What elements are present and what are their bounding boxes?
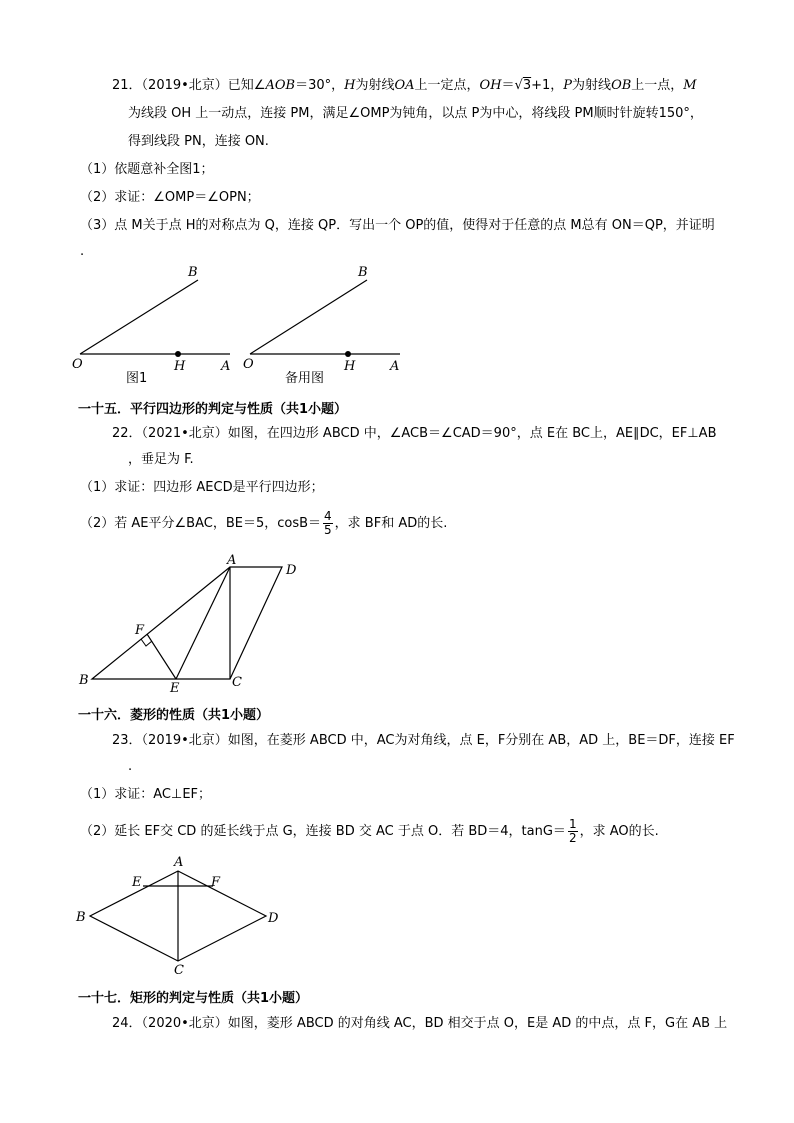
quadrilateral-abcd: [92, 567, 282, 679]
q21-part3-end: .: [80, 244, 85, 259]
segment-ef: [147, 634, 176, 679]
segment-ae: [176, 567, 230, 679]
section-heading-15: 一十五．平行四边形的判定与性质（共1小题）: [78, 402, 348, 417]
label-b-2: B: [358, 265, 368, 280]
label-d-q22: D: [286, 563, 297, 578]
label-f-q22: F: [135, 623, 145, 638]
q22-part2: （2）若 AE平分∠BAC，BE＝5，cosB＝ $\frac{4}{5}$ ，求 BF和 AD的长.: [80, 509, 448, 537]
q21-part1: （1）依题意补全图1；: [80, 162, 214, 177]
q23-part1: （1）求证：AC⊥EF；: [80, 787, 212, 802]
fraction-tan: $\frac{1}{2}$: [568, 817, 577, 845]
q21-part3: （3）点 M关于点 H的对称点为 Q，连接 QP．写出一个 OP的值，使得对于任意的点 M总有 ON＝QP，并证明: [80, 218, 715, 233]
ray-ob: [80, 280, 198, 354]
q21-line2: 为线段 OH 上一动点，连接 PM，满足∠OMP为钝角，以点 P为中心，将线段 PM顺时针旋转150°，: [128, 106, 703, 121]
q23-figure: [75, 855, 279, 978]
label-o-2: O: [243, 357, 254, 372]
point-h-2: [345, 351, 351, 357]
label-e-q22: E: [170, 681, 180, 696]
label-a-q23: A: [174, 855, 184, 870]
label-b: B: [188, 265, 198, 280]
fraction-cos: $\frac{4}{5}$: [324, 509, 332, 537]
q24-line1: 24．（2020•北京）如图，菱形 ABCD 的对角线 AC，BD 相交于点 O，E是 AD 的中点，点 F，G在 AB 上: [112, 1016, 728, 1031]
q22-line2: ，垂足为 F.: [128, 452, 194, 467]
q23-line2: .: [128, 759, 133, 774]
label-o: O: [72, 357, 83, 372]
q22-part1: （1）求证：四边形 AECD是平行四边形；: [80, 480, 324, 495]
label-b-q22: B: [79, 673, 89, 688]
label-a: A: [221, 359, 231, 374]
q23-part2: （2）延长 EF交 CD 的延长线于点 G，连接 BD 交 AC 于点 O．若 BD＝4，tanG＝ $\frac{1}{2}$ ，求 AO的长.: [80, 817, 659, 845]
q22-line1: 22．（2021•北京）如图，在四边形 ABCD 中，∠ACB＝∠CAD＝90°，点 E在 BC上，AE∥DC，EF⊥AB: [112, 426, 717, 441]
point-h: [175, 351, 181, 357]
section-heading-17: 一十七．矩形的判定与性质（共1小题）: [78, 991, 309, 1006]
q21-line1: 21．（2019•北京）已知∠AOB＝30°，H为射线OA上一定点，OH＝√3+1，P为射线OB上一点，M: [112, 78, 697, 93]
label-d-q23: D: [268, 911, 279, 926]
fig2-caption: 备用图: [285, 371, 325, 386]
q21-part2: （2）求证：∠OMP＝∠OPN；: [80, 190, 260, 205]
q21-figure-1: [72, 265, 230, 386]
label-b-q23: B: [76, 910, 86, 925]
label-a-2: A: [390, 359, 400, 374]
q23-line1: 23．（2019•北京）如图，在菱形 ABCD 中，AC为对角线，点 E，F分别在 AB，AD 上，BE＝DF，连接 EF: [112, 733, 735, 748]
label-a-q22: A: [227, 553, 237, 568]
section-heading-16: 一十六．菱形的性质（共1小题）: [78, 708, 270, 723]
fig1-caption: 图1: [126, 371, 148, 386]
label-e-q23: E: [132, 875, 142, 890]
label-f-q23: F: [211, 875, 221, 890]
label-c-q22: C: [232, 675, 242, 690]
ray-ob-2: [250, 280, 367, 354]
label-h: H: [174, 359, 186, 374]
q21-line3: 得到线段 PN，连接 ON.: [128, 134, 269, 149]
q22-figure: [78, 553, 297, 696]
label-c-q23: C: [174, 963, 184, 978]
q21-figure-backup: [243, 265, 400, 386]
label-h-2: H: [344, 359, 356, 374]
